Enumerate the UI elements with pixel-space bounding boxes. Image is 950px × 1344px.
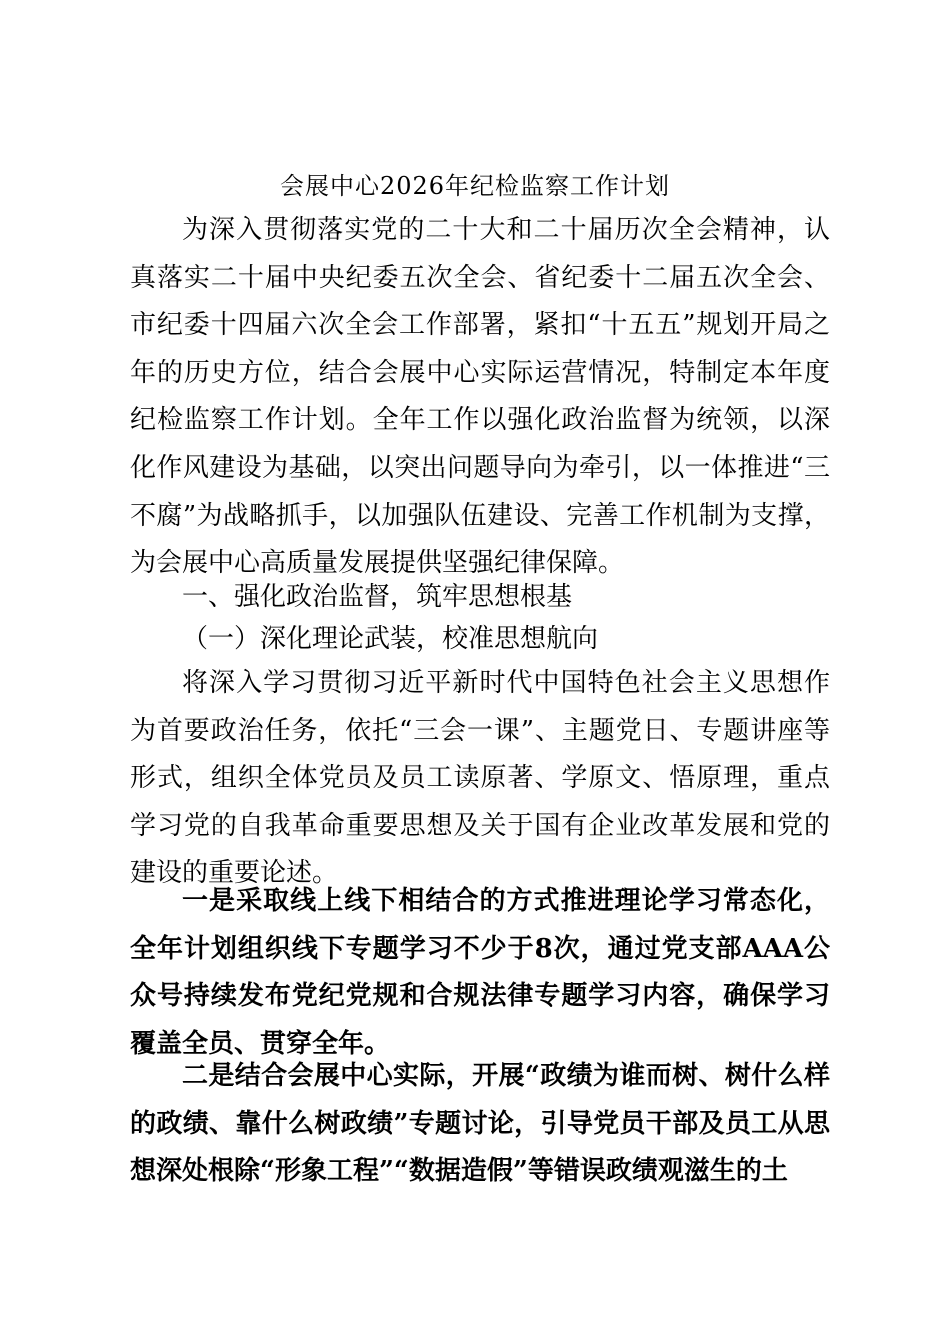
intro-paragraph: 为深入贯彻落实党的二十大和二十届历次全会精神，认真落实二十届中央纪委五次全会、省纪委十二届五次全会、市纪委十四届六次全会工作部署，紧扣“十五五”规划开局之年的历史方位，结合会展中心实际运营情况，特制定本年度纪检监察工作计划。全年工作以强化政治监督为统领，以深化作风建设为基础，以突出问题导向为牵引，以一体推进“三不腐”为战略抓手，以加强队伍建设、完善工作机制为支撑，为会展中心高质量发展提供坚强纪律保障。 (130, 215, 830, 579)
section-heading: 一、强化政治监督，筑牢思想根基 (182, 582, 573, 612)
subsection-heading: （一）深化理论武装，校准思想航向 (182, 624, 599, 654)
subsection-paragraph: 将深入学习贯彻习近平新时代中国特色社会主义思想作为首要政治任务，依托“三会一课”、主题党日、专题讲座等形式，组织全体党员及员工读原著、学原文、悟原理，重点学习党的自我革命重要思想及关于国有企业改革发展和党的建设的重要论述。 (130, 668, 830, 889)
point-one-paragraph: 一是采取线上线下相结合的方式推进理论学习常态化，全年计划组织线下专题学习不少于8次，通过党支部AAA公众号持续发布党纪党规和合规法律专题学习内容，确保学习覆盖全员、贯穿全年。 (130, 886, 830, 1059)
document-title: 会展中心2026年纪检监察工作计划 (279, 172, 671, 200)
point-two-paragraph: 二是结合会展中心实际，开展“政绩为谁而树、树什么样的政绩、靠什么树政绩”专题讨论，引导党员干部及员工从思想深处根除“形象工程”“数据造假”等错误政绩观滋生的土 (130, 1061, 830, 1187)
